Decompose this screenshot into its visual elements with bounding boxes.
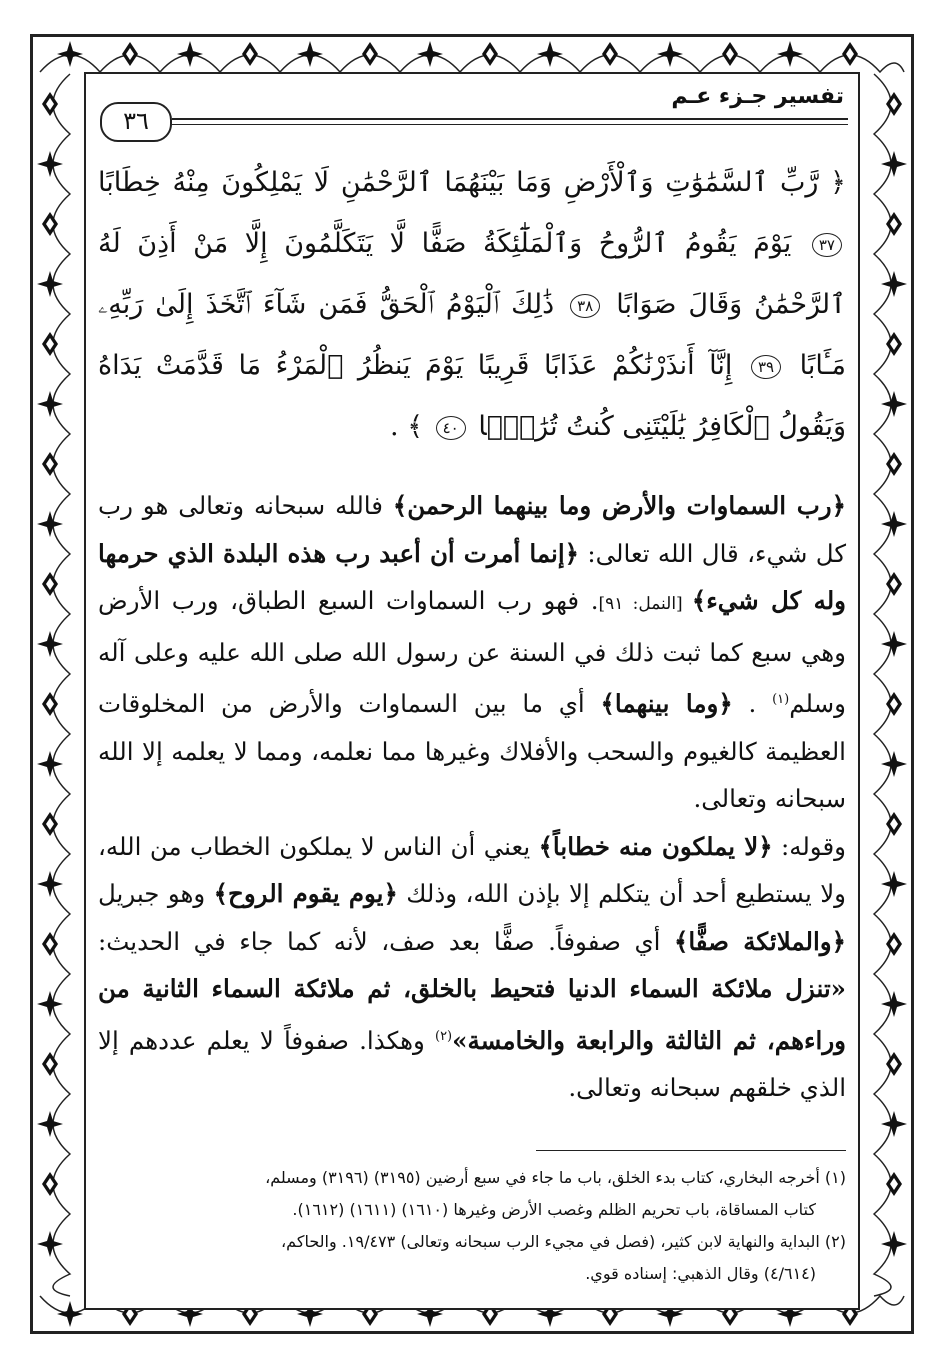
- verse-end: ﴾ .: [390, 411, 424, 442]
- text: . فهو رب السماوات السبع الطباق، ورب الأرض وهي سبع كما ثبت ذلك في السنة عن رسول الله صلى الله عليه وعلى آله وسلم: [98, 586, 846, 719]
- text: وهو جبريل: [98, 879, 214, 909]
- footnote-marker: (٢): [434, 1028, 453, 1044]
- text: .: [732, 689, 773, 719]
- text: يعني أن الناس لا يملكون الخطاب من الله، ولا يستطيع أحد أن يتكلم إلا بإذن الله، وذلك: [98, 831, 846, 909]
- ayah-number: ٤٠: [436, 416, 466, 440]
- quote: ﴿إنما أمرت أن أعبد رب هذه البلدة الذي حرمها وله كل شيء﴾: [98, 538, 846, 615]
- paragraph: [98, 823, 846, 1112]
- text: وهكذا. صفوفاً لا يعلم عددهم إلا الذي خلقهم سبحانه وتعالى.: [98, 1025, 846, 1103]
- quote: ﴿والملائكة صفًّا﴾: [673, 926, 846, 956]
- quran-text: [98, 152, 846, 457]
- ayah-number: ٣٧: [812, 233, 842, 257]
- footnote-2-cont: (٤/٦١٤) وقال الذهبي: إسناده قوي.: [585, 1264, 816, 1283]
- paragraph: [98, 482, 846, 823]
- verse-text: يَوْمَ يَقُومُ: [684, 228, 792, 259]
- footnote-2: (٢) البداية والنهاية لابن كثير، (فصل في مجيء الرب سبحانه وتعالى) ١٩/٤٧٣. والحاكم،: [281, 1232, 846, 1251]
- verse-text: ٱلرُّوحُ وَٱلْمَلَٰٓئِكَةُ صَفًّا لَّا يَتَكَلَّمُونَ إِلَّا مَنْ أَذِنَ لَهُ ٱلرَّحْمَٰنُ وَقَالَ صَوَابًا: [98, 228, 846, 320]
- quran-verses: [98, 152, 846, 457]
- verse-text: قَرِيبًا يَوْمَ يَنظُرُ ٱلْمَرْءُ مَا قَدَّمَتْ يَدَاهُ وَيَقُولُ ٱلْكَافِرُ يَٰلَيْتَنِى كُنتُ: [98, 350, 846, 442]
- commentary-text: [98, 482, 846, 1112]
- verse-text: ﴿ رَّبِّ ٱلسَّمَٰوَٰتِ وَٱلْأَرْضِ وَمَا بَيْنَهُمَا ٱلرَّحْمَٰنِ لَا يَمْلِكُونَ مِنْهُ خِطَابًا: [98, 167, 846, 198]
- footnote-1-cont: كتاب المساقاة، باب تحريم الظلم وغصب الأرض وغيرها (١٦١٠) (١٦١١) (١٦١٢).: [292, 1200, 816, 1219]
- page-content: [84, 72, 860, 1310]
- text: أي ما بين السماوات والأرض من المخلوقات العظيمة كالغيوم والسحب والأفلاك وغيرها مما نعلمه، ومما لا يعلمه إلا الله سبحانه وتعالى.: [98, 689, 846, 814]
- page-number: ٣٦: [100, 102, 172, 142]
- footnote-separator: [536, 1150, 846, 1151]
- verse-text: إِنَّآ أَنذَرْنَٰكُمْ عَذَابًا: [543, 350, 733, 381]
- reference: [النمل: ٩١]: [598, 594, 692, 614]
- hadith: «تنزل ملائكة السماء الدنيا فتحيط بالخلق، ثم ملائكة السماء الثانية من وراءهم، ثم الثالثة والرابعة والخامسة»: [98, 974, 846, 1055]
- footnotes: [98, 1162, 846, 1290]
- header-rule-thin: [172, 124, 848, 125]
- verse-text: ذَٰلِكَ ٱلْيَوْمُ ٱلْحَقُّ فَمَن شَآءَ ٱتَّخَذَ إِلَىٰ رَبِّهِۦ مَـَٔابًا: [98, 289, 846, 381]
- footnote-1: (١) أخرجه البخاري، كتاب بدء الخلق، باب ما جاء في سبع أرضين (٣١٩٥) (٣١٩٦) ومسلم،: [265, 1168, 846, 1187]
- text: وقوله:: [772, 831, 847, 861]
- ayah-number: ٣٨: [570, 294, 600, 318]
- ayah-number: ٣٩: [751, 355, 781, 379]
- text: فالله سبحانه وتعالى هو رب كل شيء، قال الله تعالى:: [98, 491, 846, 568]
- header-rule: [172, 118, 848, 120]
- quote: ﴿يوم يقوم الروح﴾: [213, 879, 398, 909]
- quote: ﴿وما بينهما﴾: [600, 689, 733, 719]
- verse-text: تُرَٰبًۢا: [478, 411, 558, 442]
- quote: ﴿لا يملكون منه خطاباً﴾: [538, 831, 773, 861]
- quote: ﴿رب السماوات والأرض وما بينهما الرحمن﴾: [392, 491, 846, 520]
- book-title: تفسير جـزء عـم: [671, 84, 844, 109]
- page-header: [86, 80, 858, 135]
- footnote-marker: (١): [772, 692, 790, 707]
- text: أي صفوفاً. صفًّا بعد صف، لأنه كما جاء في الحديث:: [98, 926, 674, 956]
